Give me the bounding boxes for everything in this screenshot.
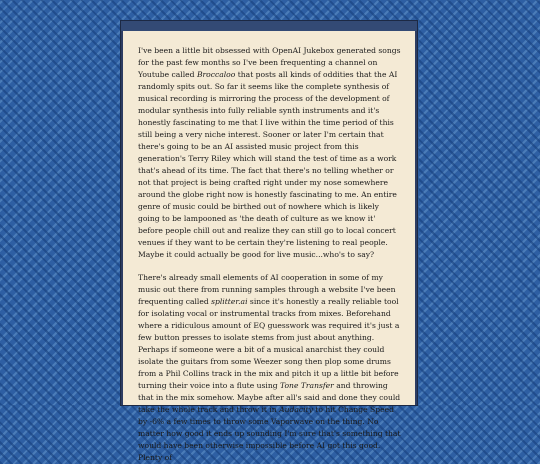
paragraph-1-text-b: that posts all kinds of oddities that the AI randomly spits out. So far it seems like the complete synthesis of musical recording is mirroring the process of the development of modular synthesis into fully reliable synth instruments and it's honestly fascinating to me that I live within the time period of this still being a very niche interest. Sooner or later I'm certain that there's going to be an AI assisted music project from this generation's Terry Riley which will stand the test of time as a work that's ahead of its time. The fact that there's no telling whether or not that project is being crafted right under my nose somewhere around the globe right now is honestly fascinating to me. An entire genre of music could be birthed out of nowhere which is likely going to be lampooned as 'the death of culture as we know it' before people chill out and realize they can still go to local concert venues if they want to be certain they're listening to real people. Maybe it could actually be good for live music...who's to say? <box>138 70 398 259</box>
post-header-bar <box>121 21 417 31</box>
site-name: splitter.ai <box>211 297 248 306</box>
paragraph-2-text-c: and throwing that in the mix somehow. Maybe after all's said and done they could take the whole track and throw it in <box>138 381 401 414</box>
tool-name: Tone Transfer <box>280 381 334 390</box>
paragraph-2-text-b: since it's honestly a really reliable tool for isolating vocal or instrumental tracks from mixes. Beforehand where a ridiculous amount of EQ guesswork was required it's just a few button presses to isolate stems from just about anything. Perhaps if someone were a bit of a musical anarchist they could isolate the guitars from some Weezer song then plop some drums from a Phil Collins track in the mix and pitch it up a little bit before turning their voice into a flute using <box>138 297 400 390</box>
paragraph-2-text-d: to hit Change Speed by -6% a few times to throw some Vaporwave on the thing. No matter how good it ends up sounding I'm sure that's something that would have been otherwise impossible before AI got this good. Plenty of <box>138 405 401 462</box>
post-container <box>121 21 417 462</box>
app-name: Audacity <box>279 405 313 414</box>
channel-name: Broccaloo <box>196 70 236 79</box>
post-body <box>123 31 415 462</box>
paragraph-1-text-a: I've been a little bit obsessed with OpenAI Jukebox generated songs for the past few months so I've been frequenting a channel on Youtube called <box>138 46 401 79</box>
paragraph-2-text-a: There's already small elements of AI cooperation in some of my music out there from running samples through a website I've been frequenting called <box>138 273 396 306</box>
post-paragraph-1 <box>138 45 401 261</box>
post-paragraph-2 <box>138 272 401 464</box>
